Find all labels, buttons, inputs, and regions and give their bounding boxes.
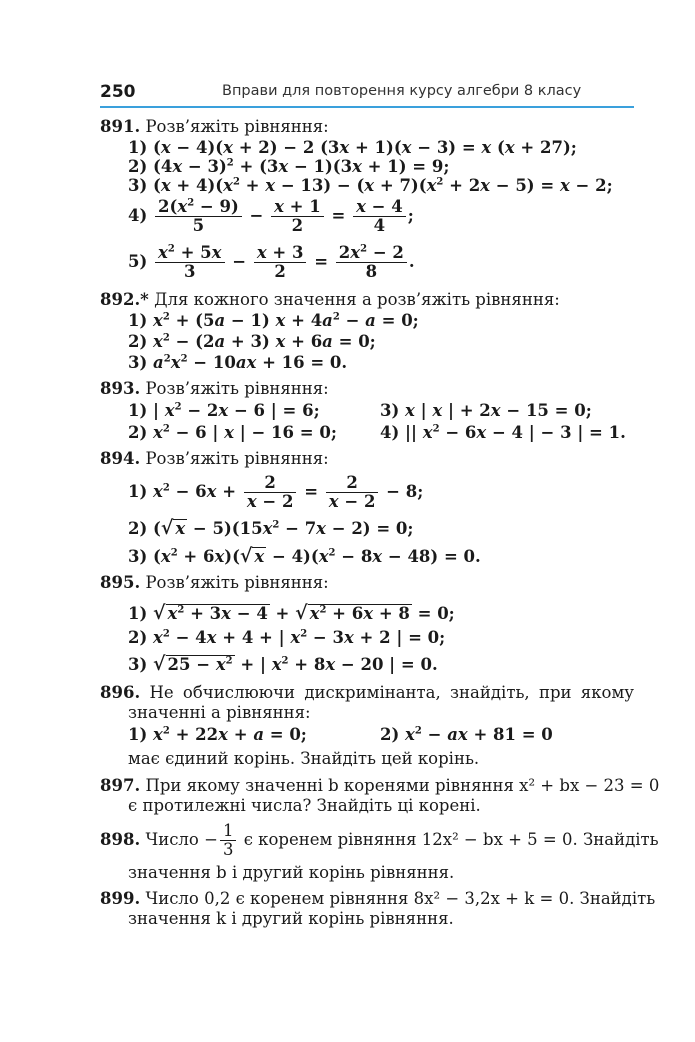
exercise-898-title: 898. Число − $\frac{1}{3}$ є коренем рівняння 12x² − bx + 5 = 0. Знайдіть — [100, 821, 659, 859]
ex895-item1: 1) √ $x^2 + 3x - 4$ + √ $x^2 + 6x + 8 = 0$; — [128, 602, 455, 624]
ex896-item2: 2) $x^2$ − ax + 81 = 0 — [380, 725, 553, 744]
ex892-item3: 3) $a^2x^2 - 10ax + 16 = 0$. — [128, 353, 348, 372]
ex893-item4: 4) || $x^2 - 6x - 4$ | − 3 | = 1. — [380, 423, 626, 442]
exercise-897-title: 897. При якому значенні b коренями рівняння x² + bx − 23 = 0 — [100, 776, 660, 795]
running-title: Вправи для повторення курсу алгебри 8 класу — [222, 83, 582, 99]
ex891-item5: 5) $\frac{x^2 + 5x}{3}$ − $\frac{x + 3}{2}$ = $\frac{2x^2 - 2}{8}$ . — [128, 243, 415, 281]
ex894-item3: 3) $(x^2 + 6x)(√$ $x - 4)(x^2 - 8x - 48) = 0$. — [128, 545, 481, 567]
exercise-895-title: 895. Розв’яжіть рівняння: — [100, 573, 329, 592]
ex891-item1: 1) (x − 4)(x + 2) − 2 (3x + 1)(x − 3) = x (x + 27); — [128, 138, 577, 157]
ex894-item2: 2) (√ $x - 5)(15x^2 - 7x - 2) = 0$; — [128, 517, 414, 539]
ex896-item1: 1) $x^2 + 22x + a = 0$; — [128, 725, 307, 744]
ex898-text-line2: значення b і другий корінь рівняння. — [128, 863, 455, 882]
ex896-text-line2: значенні a рівняння: — [128, 703, 311, 722]
exercise-896-title: 896. Не обчислюючи дискримінанта, знайдіть, при якому — [100, 683, 635, 702]
ex892-item1: 1) $x^2 + (5a - 1) x + 4a^2 - a = 0$; — [128, 311, 419, 330]
ex895-item3: 3) √ $25 - x^2$ + | $x^2 + 8x - 20$ | = 0. — [128, 653, 438, 675]
page-number: 250 — [100, 82, 136, 102]
ex892-item2: 2) $x^2 - (2a + 3) x + 6a = 0$; — [128, 332, 376, 351]
ex894-item1: 1) $x^2 - 6x$ + $\frac{2}{x - 2}$ = $\frac{2}{x - 2}$ − 8; — [128, 473, 424, 511]
header-rule — [100, 106, 634, 108]
exercise-894-title: 894. Розв’яжіть рівняння: — [100, 449, 329, 468]
ex891-item4: 4) $\frac{2(x^2 - 9)}{5}$ − $\frac{x + 1}{2}$ = $\frac{x - 4}{4}$ ; — [128, 197, 414, 235]
ex893-item1: 1) | $x^2 - 2x - 6$ | = 6; — [128, 401, 320, 420]
ex896-text-line3: має єдиний корінь. Знайдіть цей корінь. — [128, 749, 480, 768]
ex897-text-line2: є протилежні числа? Знайдіть ці корені. — [128, 796, 481, 815]
exercise-892-title: 892.* Для кожного значення a розв’яжіть рівняння: — [100, 290, 560, 309]
ex893-item3: 3) x | x | + 2x − 15 = 0; — [380, 401, 592, 420]
ex895-item2: 2) $x^2 - 4x + 4$ + | $x^2 - 3x + 2$ | = 0; — [128, 628, 446, 647]
ex893-item2: 2) $x^2 - 6$ | x | − 16 = 0; — [128, 423, 337, 442]
page-header — [100, 80, 634, 106]
ex899-text-line2: значення k і другий корінь рівняння. — [128, 909, 454, 928]
exercise-899-title: 899. Число 0,2 є коренем рівняння 8x² − 3,2x + k = 0. Знайдіть — [100, 889, 656, 908]
exercise-891-title: 891. Розв’яжіть рівняння: — [100, 117, 329, 136]
ex891-item3: 3) $(x + 4)(x^2 + x - 13) - (x + 7)(x^2 + 2x - 5) = x - 2$; — [128, 176, 613, 195]
exercise-893-title: 893. Розв’яжіть рівняння: — [100, 379, 329, 398]
ex891-item2: 2) $(4x - 3)^2 + (3x - 1)(3x + 1) = 9$; — [128, 157, 450, 176]
